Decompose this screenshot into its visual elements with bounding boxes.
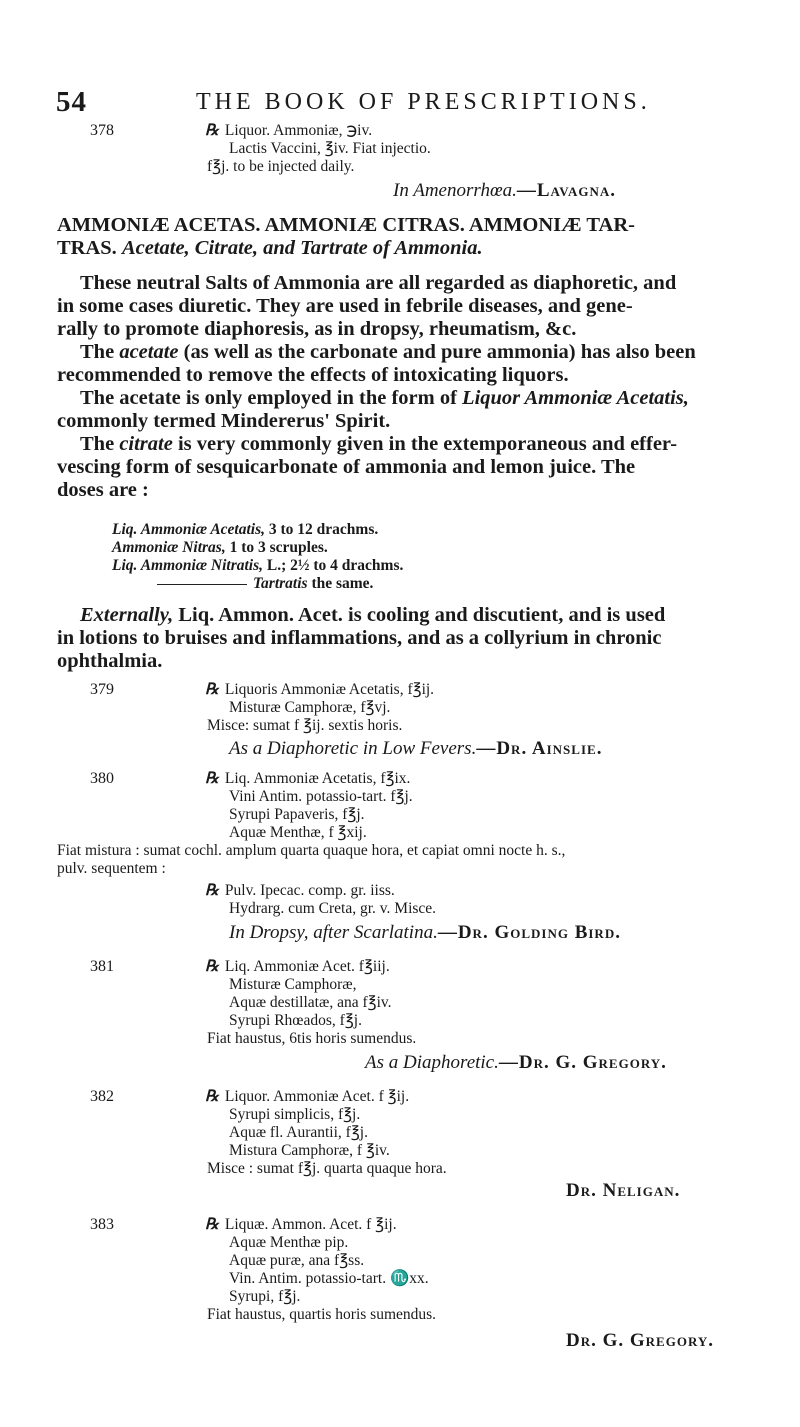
prescription-line: Vin. Antim. potassio-tart. ♏xx.	[229, 1270, 429, 1287]
prescription-direction: Fiat haustus, 6tis horis sumendus.	[207, 1030, 417, 1047]
prescription-line: ℞ Liquor. Ammoniæ Acet. f ℥ij.	[205, 1088, 410, 1105]
prescription-line: Aquæ puræ, ana f℥ss.	[229, 1252, 365, 1269]
body-paragraph: Externally, Liq. Ammon. Acet. is cooling and discutient, and is used	[80, 604, 666, 626]
prescription-line: ℞ Liquæ. Ammon. Acet. f ℥ij.	[205, 1216, 397, 1233]
prescription-line: Vini Antim. potassio-tart. f℥j.	[229, 788, 413, 805]
prescription-direction: Fiat haustus, quartis horis sumendus.	[207, 1306, 437, 1323]
prescription-line: ℞ Liquor. Ammoniæ, ℈iv.	[205, 122, 373, 139]
prescription-number: 379	[90, 681, 114, 698]
body-paragraph: vescing form of sesquicarbonate of ammonia and lemon juice. The	[57, 456, 636, 478]
body-paragraph: ophthalmia.	[57, 650, 163, 672]
prescription-line: Aquæ fl. Aurantii, f℥j.	[229, 1124, 368, 1141]
prescription-line: Mistura Camphoræ, f ℥iv.	[229, 1142, 390, 1159]
prescription-line: ℞ Liquoris Ammoniæ Acetatis, f℥ij.	[205, 681, 435, 698]
prescription-number: 381	[90, 958, 114, 975]
body-paragraph: These neutral Salts of Ammonia are all regarded as diaphoretic, and	[80, 272, 677, 294]
prescription-line: Misturæ Camphoræ,	[229, 976, 357, 993]
prescription-line: Aquæ Menthæ pip.	[229, 1234, 349, 1251]
body-paragraph: The citrate is very commonly given in the extemporaneous and effer-	[80, 433, 678, 455]
prescription-line: Aquæ Menthæ, f ℥xij.	[229, 824, 367, 841]
dose-item: Liq. Ammoniæ Acetatis, 3 to 12 drachms.	[112, 521, 379, 538]
prescription-number: 380	[90, 770, 114, 787]
running-head: THE BOOK OF PRESCRIPTIONS.	[196, 89, 651, 115]
prescription-source: As a Diaphoretic.—Dr. G. Gregory.	[365, 1052, 667, 1073]
body-paragraph: doses are :	[57, 479, 149, 501]
page-header	[56, 86, 746, 122]
body-paragraph: commonly termed Mindererus' Spirit.	[57, 410, 391, 432]
section-title-line2: TRAS. Acetate, Citrate, and Tartrate of Ammonia.	[57, 237, 483, 259]
body-paragraph: The acetate is only employed in the form of Liquor Ammoniæ Acetatis,	[80, 387, 689, 409]
body-paragraph: recommended to remove the effects of intoxicating liquors.	[57, 364, 569, 386]
prescription-line: Syrupi Papaveris, f℥j.	[229, 806, 365, 823]
dose-item: Tartratis the same.	[157, 575, 373, 593]
prescription-line: Hydrarg. cum Creta, gr. v. Misce.	[229, 900, 437, 917]
body-paragraph: in lotions to bruises and inflammations, and as a collyrium in chronic	[57, 627, 662, 649]
prescription-line: Misturæ Camphoræ, f℥vj.	[229, 699, 391, 716]
prescription-line: ℞ Pulv. Ipecac. comp. gr. iiss.	[205, 882, 395, 899]
ditto-rule	[157, 584, 247, 585]
rx-symbol: ℞	[205, 122, 219, 139]
prescription-source: As a Diaphoretic in Low Fevers.—Dr. Ainslie.	[229, 738, 603, 759]
prescription-source: In Amenorrhœa.—Lavagna.	[393, 180, 616, 201]
prescription-number: 378	[90, 122, 114, 139]
prescription-line: Syrupi Rhœados, f℥j.	[229, 1012, 362, 1029]
page-number: 54	[56, 86, 87, 118]
prescription-direction: Fiat mistura : sumat cochl. amplum quarta quaque hora, et capiat omni nocte h. s.,	[57, 842, 566, 859]
prescription-line: Syrupi, f℥j.	[229, 1288, 301, 1305]
prescription-line: ℞ Liq. Ammoniæ Acetatis, f℥ix.	[205, 770, 411, 787]
body-paragraph: The acetate (as well as the carbonate and pure ammonia) has also been	[80, 341, 696, 363]
prescription-source: Dr. Neligan.	[566, 1180, 681, 1201]
prescription-number: 383	[90, 1216, 114, 1233]
body-paragraph: in some cases diuretic. They are used in febrile diseases, and gene-	[57, 295, 633, 317]
section-title: AMMONIÆ ACETAS. AMMONIÆ CITRAS. AMMONIÆ TAR-	[57, 214, 635, 236]
prescription-line: Syrupi simplicis, f℥j.	[229, 1106, 361, 1123]
dose-item: Ammoniæ Nitras, 1 to 3 scruples.	[112, 539, 328, 556]
prescription-line: Lactis Vaccini, ℥iv. Fiat injectio.	[229, 140, 431, 157]
prescription-source: Dr. G. Gregory.	[566, 1330, 715, 1351]
prescription-line: f℥j. to be injected daily.	[207, 158, 355, 175]
prescription-source: In Dropsy, after Scarlatina.—Dr. Golding Bird.	[229, 922, 621, 943]
prescription-line: ℞ Liq. Ammoniæ Acet. f℥iij.	[205, 958, 390, 975]
body-paragraph: rally to promote diaphoresis, as in dropsy, rheumatism, &c.	[57, 318, 577, 340]
prescription-line: Misce: sumat f ℥ij. sextis horis.	[207, 717, 403, 734]
prescription-line: Aquæ destillatæ, ana f℥iv.	[229, 994, 392, 1011]
prescription-direction: Misce : sumat f℥j. quarta quaque hora.	[207, 1160, 447, 1177]
dose-item: Liq. Ammoniæ Nitratis, L.; 2½ to 4 drachms.	[112, 557, 404, 574]
prescription-direction: pulv. sequentem :	[57, 860, 166, 877]
prescription-number: 382	[90, 1088, 114, 1105]
